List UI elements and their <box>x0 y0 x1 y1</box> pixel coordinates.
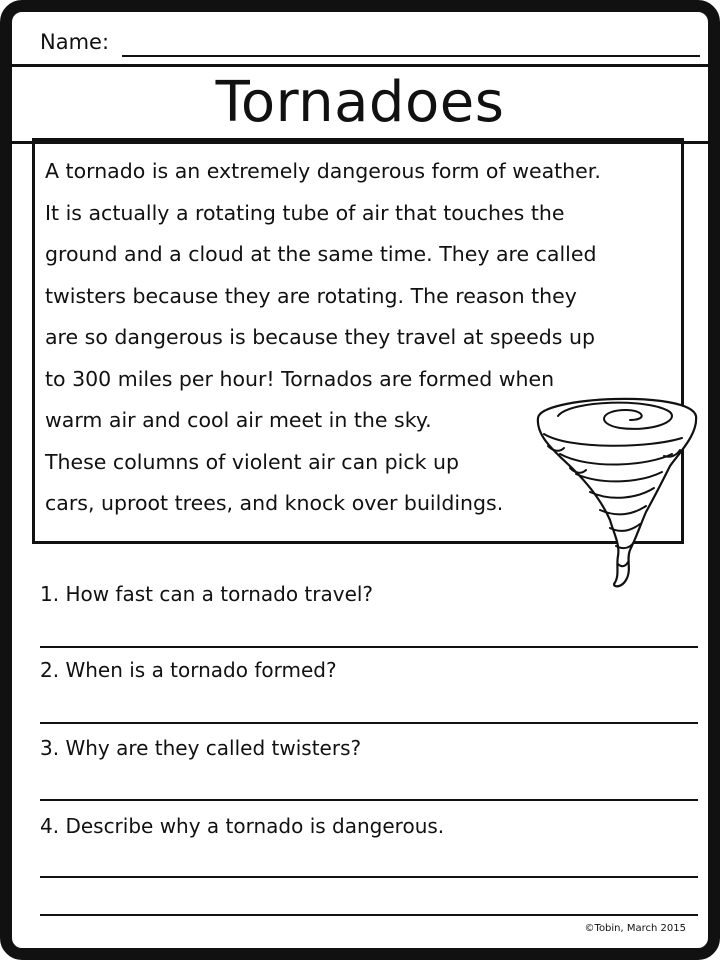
passage-line: cars, uproot trees, and knock over buildings. <box>45 491 504 515</box>
passage-line: It is actually a rotating tube of air that touches the <box>45 200 565 225</box>
title-banner <box>10 64 710 144</box>
answer-line-4a[interactable] <box>40 876 698 878</box>
name-label: Name: <box>40 30 110 54</box>
question-1: 1. How fast can a tornado travel? <box>40 582 374 606</box>
question-4: 4. Describe why a tornado is dangerous. <box>40 814 445 838</box>
answer-line-3[interactable] <box>40 799 698 801</box>
passage-line: These columns of violent air can pick up <box>45 449 460 474</box>
passage-line: warm air and cool air meet in the sky. <box>45 408 432 432</box>
passage-line: twisters because they are rotating. The reason they <box>45 283 577 308</box>
question-2: 2. When is a tornado formed? <box>40 658 337 682</box>
passage-line: A tornado is an extremely dangerous form of weather. <box>45 159 601 183</box>
copyright-notice: ©Tobin, March 2015 <box>584 923 686 934</box>
tornado-icon <box>530 390 698 592</box>
answer-line-1[interactable] <box>40 646 698 648</box>
passage-line: to 300 miles per hour! Tornados are formed when <box>45 366 555 391</box>
question-3: 3. Why are they called twisters? <box>40 736 362 760</box>
name-answer-line[interactable] <box>122 55 700 57</box>
passage-line: ground and a cloud at the same time. They are called <box>45 242 597 266</box>
passage-line: are so dangerous is because they travel at speeds up <box>45 325 595 349</box>
answer-line-4b[interactable] <box>40 914 698 916</box>
answer-line-2[interactable] <box>40 722 698 724</box>
name-field-row <box>40 30 700 60</box>
page-title: Tornadoes <box>215 70 505 135</box>
